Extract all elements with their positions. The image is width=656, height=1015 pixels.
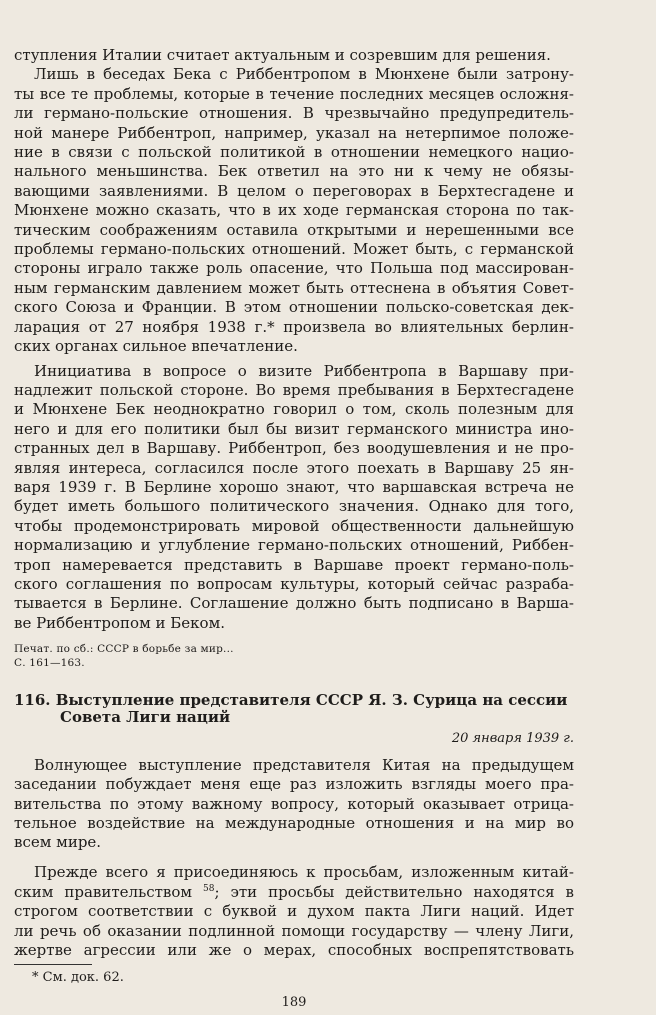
text-line: Лишь в беседах Бека с Риббентропом в Мюнхене были затрону- [34,65,574,84]
text-line: варя 1939 г. В Берлине хорошо знают, что варшавская встреча не [14,478,574,497]
text-line [14,883,574,901]
source-citation: Печат. по сб.: СССР в борьбе за мир... [14,643,234,656]
text-line: тическим соображениям оставила открытыми и нерешенными все [14,220,574,239]
text-line: вающими заявлениями. В целом о переговорах в Берхтесгадене и [14,181,574,200]
text-line: ли германо-польские отношения. В чрезвычайно предупредитель- [14,104,574,123]
text-line: Прежде всего я присоединяюсь к просьбам, изложенным китай- [34,863,574,882]
text-line: строгом соответствии с буквой и духом пакта Лиги наций. Идет [14,902,574,921]
text-line: ских органах сильное впечатление. [14,337,298,355]
text-line: тельное воздействие на международные отношения и на мир во [14,814,574,833]
text-line: и Мюнхене Бек неоднократно говорил о том, сколь полезным для [14,400,574,419]
text-line: чтобы продемонстрировать мировой общественности дальнейшую [14,516,574,535]
source-citation: С. 161—163. [14,657,85,670]
text-line: вительства по этому важному вопросу, который оказывает отрица- [14,794,574,813]
text-line: ты все те проблемы, которые в течение последних месяцев осложня- [14,84,574,103]
text-line: Мюнхене можно сказать, что в их ходе германская сторона по так- [14,201,574,220]
text-line: стороны играло также роль опасение, что Польша под массирован- [14,259,574,278]
text-line: Инициатива в вопросе о визите Риббентропа в Варшаву при- [34,361,574,380]
document-heading: Совета Лиги наций [60,708,231,727]
text-line: Волнующее выступление представителя Китая на предыдущем [34,755,574,774]
text-line: ского соглашения по вопросам культуры, который сейчас разраба- [14,575,574,594]
text-line: ние в связи с польской политикой в отношении немецкого нацио- [14,143,574,161]
text-line: проблемы германо-польских отношений. Может быть, с германской [14,240,574,258]
text-line: странных дел в Варшаву. Риббентроп, без воодушевления и не про- [14,439,574,458]
document-heading: 116. Выступление представителя СССР Я. З. Сурица на сессии [14,690,568,709]
text-line: ным германским давлением может быть оттеснена в объятия Совет- [14,278,574,297]
text-line: нормализацию и углубление германо-польских отношений, Риббен- [14,536,574,555]
text-line: нального меньшинства. Бек ответил на это ни к чему не обязы- [14,162,574,181]
text-run: ; эти просьбы действительно находятся в [214,882,574,901]
document-date: 20 января 1939 г. [451,731,574,747]
footnote: * См. док. 62. [32,970,124,986]
footnote-divider [14,964,92,965]
text-line: ского Союза и Франции. В этом отношении польско-советская дек- [14,298,574,317]
footnote-mark: 58 [203,883,215,894]
text-line: будет иметь большого политического значения. Однако для того, [14,497,574,516]
text-line: ступления Италии считает актуальным и созревшим для решения. [14,46,551,64]
text-line: являя интереса, согласился после этого поехать в Варшаву 25 ян- [14,458,574,477]
text-line: ной манере Риббентроп, например, указал на нетерпимое положе- [14,123,574,142]
text-line: него и для его политики был бы визит германского министра ино- [14,419,574,438]
text-line: заседании побуждает меня еще раз изложить взгляды моего пра- [14,775,574,794]
text-line: ве Риббентропом и Беком. [14,613,226,632]
text-line: ларация от 27 ноября 1938 г.* произвела во влиятельных берлин- [14,317,574,336]
text-line: всем мире. [14,833,102,852]
page-number: 189 [281,995,307,1010]
text-line: троп намеревается представить в Варшаве проект германо-поль- [14,555,574,574]
text-line: ли речь об оказании подлинной помощи государству — члену Лиги, [14,921,574,940]
text-line: тывается в Берлине. Соглашение должно быть подписано в Варша- [14,594,574,613]
text-line: надлежит польской стороне. Во время пребывания в Берхтесгадене [14,381,574,400]
text-line: жертве агрессии или же о мерах, способных воспрепятствовать [14,941,574,960]
text-run: ским правительством [14,882,204,901]
